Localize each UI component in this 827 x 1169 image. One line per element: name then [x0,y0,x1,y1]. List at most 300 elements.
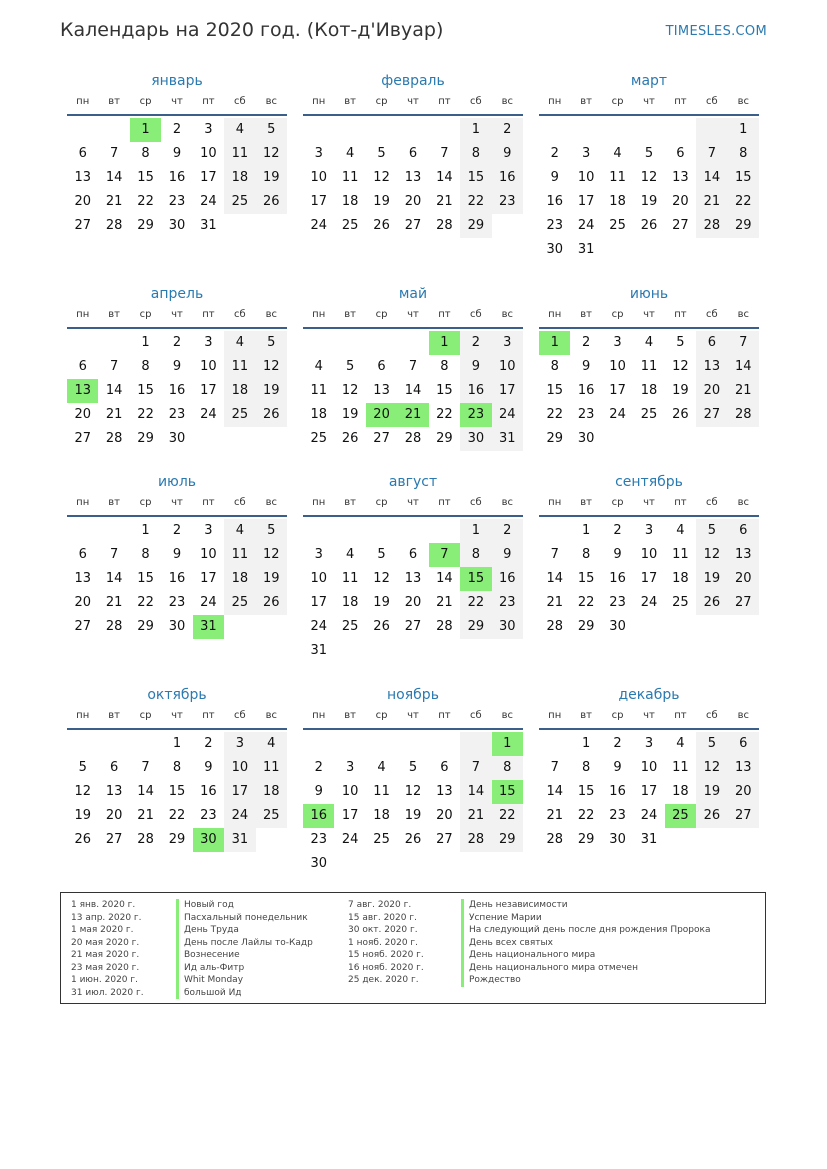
day-cell: 10 [310,571,327,586]
weekday-label: вт [344,497,356,508]
day-cell: 24 [640,595,658,610]
weekday-label: пн [312,710,326,721]
legend-holiday-name: День всех святых [461,937,710,950]
day-cell: 8 [581,547,591,562]
day-cell: 5 [345,359,355,374]
day-cell: 29 [436,431,453,446]
day-cell: 24 [492,403,523,427]
day-cell: 22 [460,591,491,615]
weekday-header [539,706,759,730]
day-cell: 19 [256,567,287,591]
day-cell: 11 [224,142,255,166]
day-cell: 11 [310,383,327,398]
weekday-label: пт [438,710,451,721]
weekday-label: сб [470,309,482,320]
day-cell: 12 [256,543,287,567]
day-cell: 4 [314,359,323,374]
day-cell: 29 [137,218,154,233]
legend-date: 7 авг. 2020 г. [348,900,412,910]
day-cell: 5 [256,118,287,142]
day-cell: 25 [341,619,359,634]
day-cell: 25 [310,431,327,446]
day-cell: 17 [640,571,658,586]
weekday-header [539,92,759,116]
day-cell: 21 [137,808,154,823]
weekday-label: вт [108,309,120,320]
day-cell: 14 [460,780,491,804]
day-cell: 22 [168,808,186,823]
day-cell: 2 [613,736,622,751]
day-cell: 5 [696,519,727,543]
weekday-label: ср [611,96,624,107]
legend-holiday-name: Вознесение [176,949,313,962]
day-cell: 4 [644,335,654,350]
weekday-label: пт [674,497,687,508]
weekday-header [303,305,523,329]
day-cell: 8 [460,543,491,567]
day-cell: 24 [200,407,217,422]
day-cell: 20 [105,808,123,823]
day-cell: 20 [436,808,453,823]
day-cell: 23 [546,218,563,233]
day-cell: 31 [640,832,658,847]
day-cell: 17 [200,571,217,586]
holiday-day-cell: 7 [429,543,460,567]
day-cell: 4 [345,547,355,562]
month-name: сентябрь [615,474,683,490]
month-name: январь [151,73,203,89]
weekday-label: сб [470,710,482,721]
day-cell: 22 [137,407,154,422]
day-cell: 19 [74,808,91,823]
day-cell: 24 [200,194,217,209]
holiday-day-cell: 1 [429,331,460,355]
day-cell: 26 [696,591,727,615]
day-cell: 26 [256,190,287,214]
day-cell: 21 [728,379,759,403]
day-cell: 27 [696,403,727,427]
day-cell: 3 [613,335,622,350]
day-cell: 29 [137,431,154,446]
day-cell: 15 [137,170,154,185]
day-cell: 13 [373,383,390,398]
weekday-label: чт [643,497,655,508]
day-cell: 8 [728,142,759,166]
day-cell: 16 [492,166,523,190]
day-cell: 5 [377,547,386,562]
holiday-day-cell: 23 [460,403,491,427]
day-cell: 23 [492,190,523,214]
day-cell: 28 [105,218,123,233]
day-cell: 29 [137,619,154,634]
day-cell: 21 [105,407,123,422]
day-cell: 3 [314,146,323,161]
day-cell: 20 [696,379,727,403]
weekday-label: чт [171,497,183,508]
weekday-label: ср [611,309,624,320]
day-cell: 9 [172,547,182,562]
day-cell: 6 [78,547,87,562]
day-cell: 7 [550,760,559,775]
day-cell: 7 [141,760,150,775]
day-cell: 29 [460,615,491,639]
weekday-label: вс [265,710,277,721]
day-cell: 8 [581,760,591,775]
day-cell: 15 [577,784,595,799]
day-cell: 13 [696,355,727,379]
day-cell: 10 [200,146,217,161]
month-name: ноябрь [387,687,439,703]
legend-holiday-name: Успение Марии [461,912,710,925]
day-cell: 20 [404,595,422,610]
weekday-label: вт [344,710,356,721]
day-cell: 23 [168,595,186,610]
day-cell: 1 [581,523,591,538]
day-cell: 5 [78,760,87,775]
legend-date: 20 мая 2020 г. [71,937,140,948]
day-cell: 7 [696,142,727,166]
day-cell: 30 [577,431,595,446]
weekday-label: вс [737,710,749,721]
day-cell: 27 [74,619,91,634]
day-cell: 1 [172,736,182,751]
day-cell: 3 [224,732,255,756]
day-cell: 7 [408,359,418,374]
day-cell: 9 [492,543,523,567]
month-block [539,70,759,257]
day-cell: 13 [672,170,689,185]
legend-dates-left [71,899,144,999]
day-cell: 20 [74,407,91,422]
legend-names-right [461,899,710,987]
day-cell: 6 [728,519,759,543]
day-cell: 8 [172,760,182,775]
weekday-label: вс [265,309,277,320]
weekday-label: ср [611,497,624,508]
weekday-header [67,92,287,116]
weekday-label: чт [407,710,419,721]
weekday-label: вс [501,497,513,508]
day-cell: 21 [546,808,563,823]
day-cell: 17 [609,383,626,398]
day-cell: 23 [168,194,186,209]
day-cell: 5 [696,732,727,756]
weekday-label: вт [108,96,120,107]
weekday-header [303,493,523,517]
day-cell: 3 [644,736,654,751]
day-cell: 9 [460,355,491,379]
day-cell: 15 [728,166,759,190]
month-block [67,471,287,634]
day-cell: 3 [644,523,654,538]
holiday-day-cell: 15 [460,567,491,591]
day-cell: 22 [137,194,154,209]
weekday-label: чт [407,497,419,508]
day-cell: 5 [256,519,287,543]
legend-holiday-name: Пасхальный понедельник [176,912,313,925]
day-cell: 14 [546,784,563,799]
legend-date: 30 окт. 2020 г. [348,925,418,935]
day-cell: 9 [550,170,559,185]
month-block [539,471,759,634]
weekday-label: пт [674,96,687,107]
weekday-label: сб [234,96,246,107]
day-cell: 27 [373,431,390,446]
day-cell: 25 [640,407,658,422]
weekday-label: пн [76,710,90,721]
day-cell: 15 [168,784,186,799]
day-cell: 8 [141,146,150,161]
weekday-label: вт [108,497,120,508]
day-cell: 2 [581,335,591,350]
day-cell: 26 [74,832,91,847]
day-cell: 30 [168,619,186,634]
weekday-label: ср [139,497,152,508]
day-cell: 2 [204,736,213,751]
day-cell: 16 [168,170,186,185]
day-cell: 9 [613,547,622,562]
weekday-label: вс [737,309,749,320]
day-cell: 18 [224,567,255,591]
day-cell: 14 [728,355,759,379]
day-cell: 18 [256,780,287,804]
day-cell: 17 [200,170,217,185]
weekday-label: сб [706,497,718,508]
day-cell: 25 [609,218,626,233]
day-cell: 16 [168,383,186,398]
day-cell: 21 [696,190,727,214]
legend-names-left [176,899,313,999]
day-cell: 26 [640,218,658,233]
day-cell: 4 [224,519,255,543]
day-cell: 19 [341,407,359,422]
day-cell: 23 [492,591,523,615]
weekday-label: вс [265,96,277,107]
day-cell: 29 [460,214,491,238]
day-cell: 12 [341,383,359,398]
day-cell: 14 [404,383,422,398]
day-cell: 18 [224,166,255,190]
day-cell: 28 [546,832,563,847]
month-block [539,684,759,847]
day-cell: 20 [74,194,91,209]
day-cell: 2 [172,335,182,350]
day-cell: 16 [577,383,595,398]
day-cell: 28 [105,431,123,446]
day-cell: 25 [224,190,255,214]
day-cell: 26 [373,218,390,233]
day-cell: 30 [609,832,626,847]
legend-holiday-name: День независимости [461,899,710,912]
weekday-label: пн [548,309,562,320]
day-cell: 1 [141,523,150,538]
weekday-label: вс [737,96,749,107]
day-cell: 6 [377,359,386,374]
weekday-label: чт [171,710,183,721]
day-cell: 5 [644,146,654,161]
day-cell: 8 [141,547,150,562]
day-cell: 7 [728,331,759,355]
day-cell: 27 [404,218,422,233]
day-cell: 5 [676,335,685,350]
month-block [67,684,287,847]
day-cell: 11 [341,170,359,185]
weekday-label: сб [706,96,718,107]
day-cell: 26 [696,804,727,828]
day-cell: 27 [105,832,123,847]
day-cell: 3 [204,523,213,538]
day-cell: 7 [440,146,449,161]
legend-holiday-name: День после Лайлы то-Кадр [176,937,313,950]
day-cell: 6 [440,760,449,775]
day-cell: 6 [408,547,418,562]
day-cell: 14 [696,166,727,190]
holiday-day-cell: 20 [366,403,397,427]
day-cell: 16 [609,784,626,799]
weekday-header [67,305,287,329]
day-cell: 17 [200,383,217,398]
legend-date: 31 июл. 2020 г. [71,987,144,998]
day-cell: 20 [74,595,91,610]
day-cell: 15 [546,383,563,398]
day-cell: 14 [105,170,123,185]
weekday-label: чт [171,96,183,107]
day-cell: 30 [492,615,523,639]
day-cell: 25 [672,595,689,610]
legend-date: 1 нояб. 2020 г. [348,937,419,948]
legend-date: 16 нояб. 2020 г. [348,962,424,973]
day-cell: 28 [460,828,491,852]
weekday-label: вт [580,497,592,508]
weekday-label: пн [312,497,326,508]
day-cell: 14 [436,571,453,586]
day-cell: 3 [492,331,523,355]
day-cell: 15 [460,166,491,190]
day-cell: 12 [256,142,287,166]
weekday-label: пт [674,710,687,721]
day-cell: 11 [256,756,287,780]
weekday-label: чт [407,309,419,320]
day-cell: 11 [341,571,359,586]
day-cell: 17 [310,595,327,610]
day-cell: 16 [546,194,563,209]
day-cell: 27 [74,218,91,233]
day-cell: 14 [546,571,563,586]
day-cell: 22 [546,407,563,422]
day-cell: 13 [436,784,453,799]
day-cell: 25 [373,832,390,847]
weekday-header [303,706,523,730]
day-cell: 13 [728,543,759,567]
day-cell: 16 [168,571,186,586]
holiday-day-cell: 30 [193,828,224,852]
day-cell: 19 [373,194,390,209]
day-cell: 12 [404,784,422,799]
day-cell: 25 [224,403,255,427]
day-cell: 31 [224,828,255,852]
day-cell: 3 [581,146,591,161]
day-cell: 17 [577,194,595,209]
day-cell: 10 [200,547,217,562]
day-cell: 7 [550,547,559,562]
day-cell: 4 [377,760,386,775]
day-cell: 9 [172,359,182,374]
site-logo-text[interactable]: TIMESLES.COM [665,24,767,39]
holiday-day-cell: 15 [492,780,523,804]
day-cell: 30 [609,619,626,634]
legend-holiday-name: День Труда [176,924,313,937]
day-cell: 13 [105,784,123,799]
weekday-label: вс [501,309,513,320]
day-cell: 19 [373,595,390,610]
day-cell: 28 [404,431,422,446]
day-cell: 30 [460,427,491,451]
day-cell: 11 [640,359,658,374]
month-block [303,684,523,871]
weekday-header [67,706,287,730]
day-cell: 16 [200,784,217,799]
day-cell: 19 [404,808,422,823]
day-cell: 20 [672,194,689,209]
legend-holiday-name: Рождество [461,974,710,987]
month-name: июнь [629,286,669,302]
day-cell: 26 [373,619,390,634]
day-cell: 25 [224,591,255,615]
day-cell: 15 [137,571,154,586]
day-cell: 19 [256,379,287,403]
day-cell: 20 [404,194,422,209]
day-cell: 27 [728,591,759,615]
weekday-label: сб [234,309,246,320]
day-cell: 8 [550,359,559,374]
day-cell: 12 [256,355,287,379]
weekday-label: вс [265,497,277,508]
day-cell: 26 [256,591,287,615]
day-cell: 23 [609,595,626,610]
day-cell: 27 [436,832,453,847]
day-cell: 22 [137,595,154,610]
day-cell: 21 [105,595,123,610]
day-cell: 27 [74,431,91,446]
holiday-day-cell: 25 [665,804,696,828]
day-cell: 17 [310,194,327,209]
legend-holiday-name: На следующий день после дня рождения Пророка [461,924,710,937]
day-cell: 1 [460,118,491,142]
day-cell: 31 [577,242,595,257]
day-cell: 22 [577,595,595,610]
day-cell: 27 [728,804,759,828]
weekday-label: пт [202,710,215,721]
day-cell: 2 [550,146,559,161]
legend-date: 15 авг. 2020 г. [348,912,417,923]
day-cell: 10 [609,359,626,374]
legend-date: 1 мая 2020 г. [71,925,134,935]
day-cell: 8 [460,142,491,166]
weekday-label: вс [737,497,749,508]
day-cell: 28 [436,218,453,233]
day-cell: 31 [310,643,327,658]
day-cell: 18 [672,571,689,586]
weekday-label: чт [643,309,655,320]
day-cell: 11 [373,784,390,799]
weekday-label: вс [501,710,513,721]
weekday-label: сб [470,497,482,508]
day-cell: 1 [728,118,759,142]
day-cell: 19 [696,780,727,804]
day-cell: 28 [436,619,453,634]
day-cell: 11 [224,355,255,379]
weekday-label: чт [407,96,419,107]
